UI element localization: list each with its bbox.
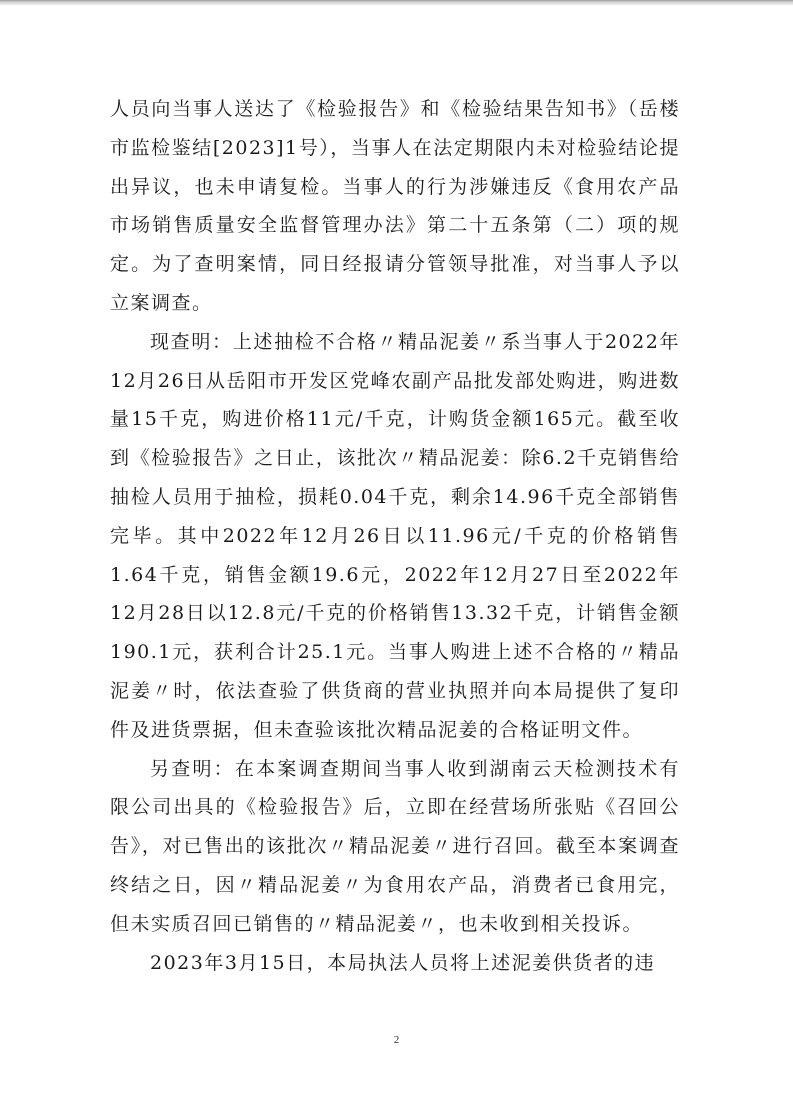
paragraph-case-filing: 人员向当事人送达了《检验报告》和《检验结果告知书》（岳楼市监检鉴结[2023]1号），当事人在法定期限内未对检验结论提出异议，也未申请复检。当事人的行为涉嫌违反《食用农产品市场销售质量安全监督管理办法》第二十五条第（二）项的规定。为了查明案情，同日经报请分管领导批准，对当事人予以立案调查。 (110, 98, 680, 314)
document-body (110, 90, 680, 982)
paragraph-additional-findings: 另查明：在本案调查期间当事人收到湖南云天检测技术有限公司出具的《检验报告》后，立即在经营场所张贴《召回公告》，对已售出的该批次〃精品泥姜〃进行召回。截至本案调查终结之日，因〃精品泥姜〃为食用农产品，消费者已食用完，但未实质召回已销售的〃精品泥姜〃，也未收到相关投诉。 (110, 757, 680, 935)
paragraph-findings: 现查明：上述抽检不合格〃精品泥姜〃系当事人于2022年12月26日从岳阳市开发区党峰农副产品批发部处购进，购进数量15千克，购进价格11元/千克，计购货金额165元。截至收到《检验报告》之日止，该批次〃精品泥姜：除6.2千克销售给抽检人员用于抽检，损耗0.04千克，剩余14.96千克全部销售完毕。其中2022年12月26日以11.96元/千克的价格销售1.64千克，销售金额19.6元，2022年12月27日至2022年12月28日以12.8元/千克的价格销售13.32千克，计销售金额190.1元，获利合计25.1元。当事人购进上述不合格的〃精品泥姜〃时，依法查验了供货商的营业执照并向本局提供了复印件及进货票据，但未查验该批次精品泥姜的合格证明文件。 (110, 330, 680, 741)
scan-top-edge (0, 0, 793, 6)
page-number: 2 (393, 1034, 400, 1046)
paragraph-supplier-action: 2023年3月15日，本局执法人员将上述泥姜供货者的违 (150, 951, 656, 974)
